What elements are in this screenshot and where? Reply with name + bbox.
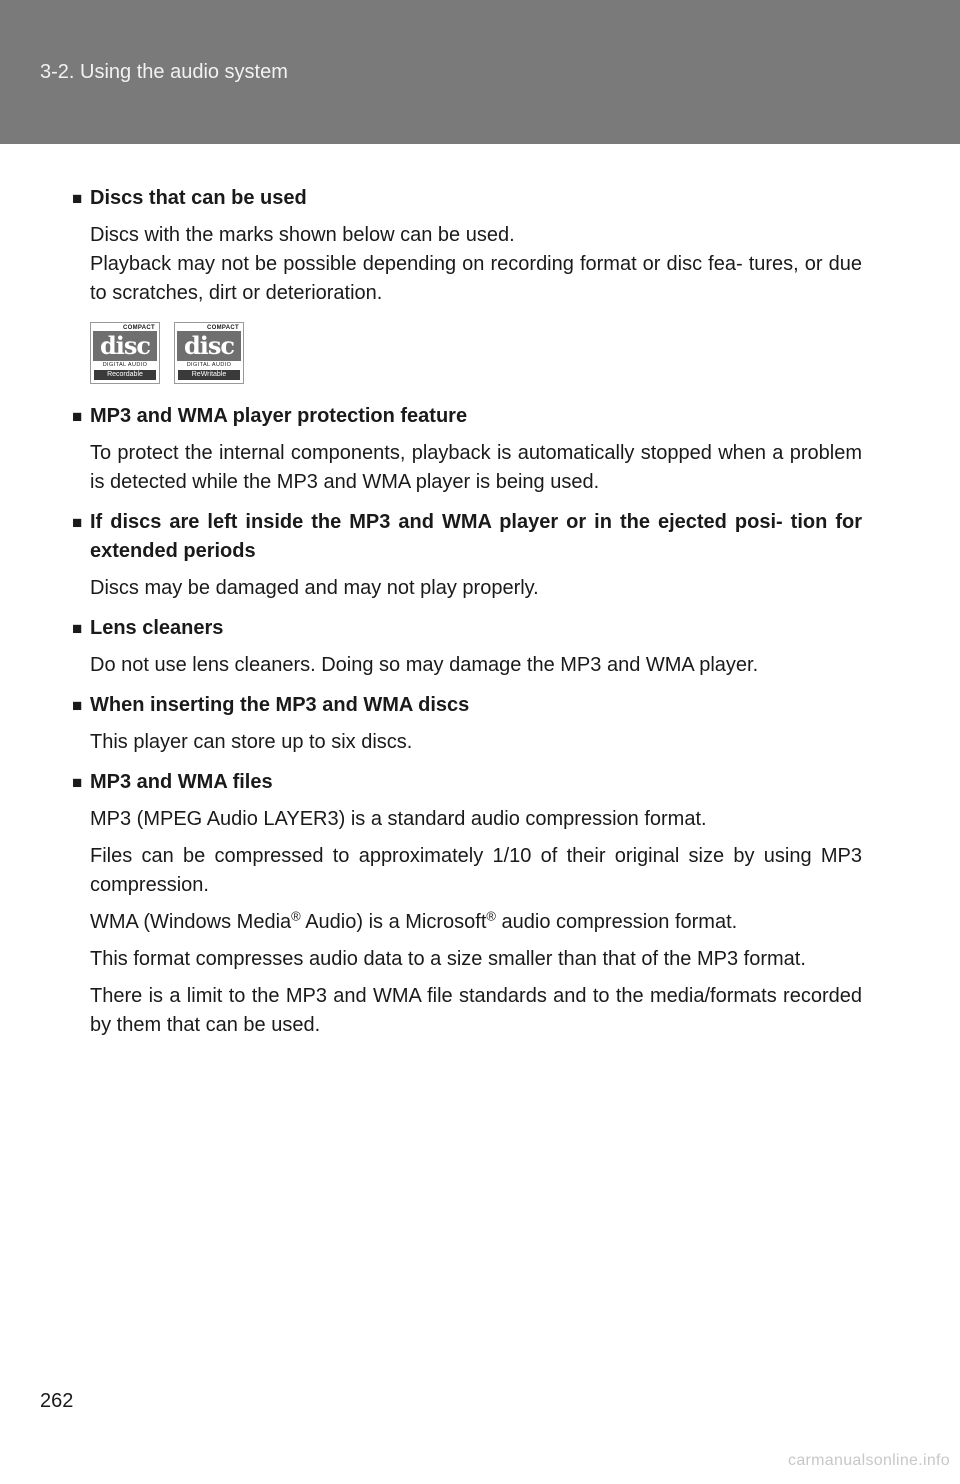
paragraph: There is a limit to the MP3 and WMA file standards and to the media/formats recorded by them that can be used. <box>90 985 862 1036</box>
registered-mark: ® <box>486 908 496 924</box>
compact-disc-recordable-logo: COMPACT disc DIGITAL AUDIO Recordable <box>90 322 160 384</box>
paragraph: This player can store up to six discs. <box>90 731 413 753</box>
square-bullet-icon: ■ <box>72 513 83 532</box>
section-title: 3-2. Using the audio system <box>40 61 288 83</box>
paragraph: MP3 (MPEG Audio LAYER3) is a standard audio compression format. <box>90 808 707 830</box>
paragraph: Discs with the marks shown below can be used. Playback may not be possible depending on recording format or disc fea- tures, or due to scratches, dirt or deterioration. <box>90 224 862 304</box>
section-heading: ■ MP3 and WMA player protection feature <box>72 402 862 431</box>
page-content <box>72 184 862 1051</box>
section-heading: ■ MP3 and WMA files <box>72 768 862 797</box>
registered-mark: ® <box>291 908 301 924</box>
disc-logos <box>90 322 862 384</box>
section-heading: ■ If discs are left inside the MP3 and WMA player or in the ejected posi- tion for extended periods <box>72 508 862 566</box>
page-number: 262 <box>40 1390 74 1412</box>
square-bullet-icon: ■ <box>72 189 83 208</box>
header-band <box>0 0 960 144</box>
section-protection-feature <box>72 402 862 497</box>
section-mp3-wma-files <box>72 768 862 1040</box>
compact-disc-rewritable-logo: COMPACT disc DIGITAL AUDIO ReWritable <box>174 322 244 384</box>
square-bullet-icon: ■ <box>72 773 83 792</box>
section-discs-usable <box>72 184 862 384</box>
square-bullet-icon: ■ <box>72 407 83 426</box>
paragraph-wma: WMA (Windows Media® Audio) is a Microsoft® audio compression format. <box>90 908 738 933</box>
section-heading: ■ Discs that can be used <box>72 184 862 213</box>
paragraph: Files can be compressed to approximately 1/10 of their original size by using MP3 compression. <box>90 845 862 896</box>
section-inserting-discs <box>72 691 862 757</box>
section-heading: ■ When inserting the MP3 and WMA discs <box>72 691 862 720</box>
square-bullet-icon: ■ <box>72 619 83 638</box>
watermark: carmanualsonline.info <box>788 1452 950 1469</box>
paragraph: Do not use lens cleaners. Doing so may damage the MP3 and WMA player. <box>90 654 759 676</box>
square-bullet-icon: ■ <box>72 696 83 715</box>
section-heading: ■ Lens cleaners <box>72 614 862 643</box>
paragraph: To protect the internal components, playback is automatically stopped when a problem is detected while the MP3 and WMA player is being used. <box>90 442 862 493</box>
section-discs-left-inside <box>72 508 862 603</box>
section-lens-cleaners <box>72 614 862 680</box>
paragraph: Discs may be damaged and may not play properly. <box>90 577 539 599</box>
paragraph: This format compresses audio data to a size smaller than that of the MP3 format. <box>90 948 806 970</box>
